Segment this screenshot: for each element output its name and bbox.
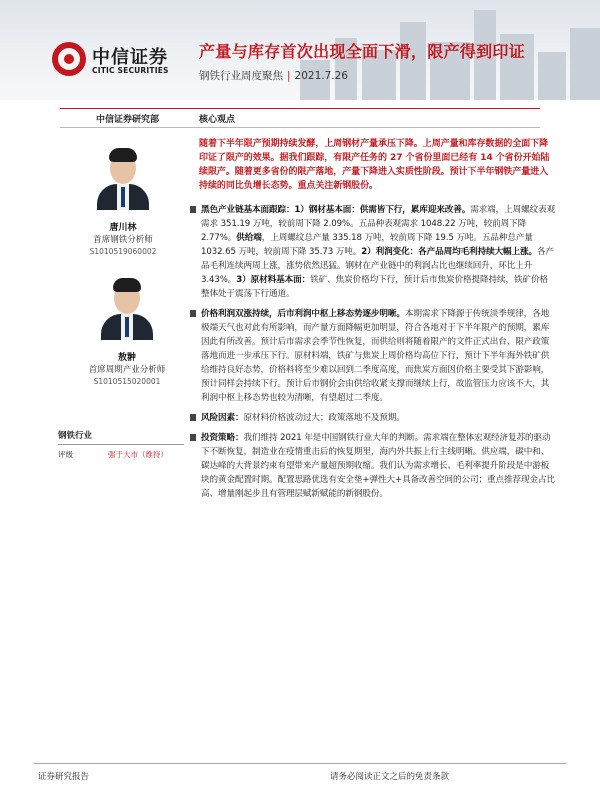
bullet-item	[189, 411, 556, 425]
rating-value: 强于大市（维持）	[108, 450, 168, 459]
rating-label: 评级	[58, 450, 73, 459]
bullet-bold-text: 3）原材料基本面：	[236, 275, 311, 285]
skyline-building	[538, 52, 566, 100]
rating-divider	[58, 444, 184, 445]
bullet-item	[189, 431, 556, 501]
analyst-name: 敖翀	[117, 353, 136, 363]
report-series: 钢铁行业周度聚焦	[199, 70, 283, 82]
analyst-role: 首席钢铁分析师	[93, 235, 153, 245]
header-banner	[0, 0, 600, 100]
report-date: 2021.7.26	[294, 70, 348, 82]
bullet-text: 我们维持 2021 年是中国钢铁行业大年的判断。需求端在整体宏观经济复苏的驱动下不断恢复，制造业在疫情重击后的恢复期里，海内外共振上行主线明晰。供应端，碳中和、碳达峰的大背景约束有望带来产量超预期收缩。我们认为需求增长、毛利率提升阶段是中游板块的黄金配置时期。配置思路优选有安全垫+弹性大+具备改善空间的公司；重点推荐现金占比高、增量刚起步且有管理层赋新赋能的新钢股份。	[201, 433, 555, 499]
bullet-text: 各产品毛利连续两周上涨，涨势依然迅猛。钢材在产业链中的利润占比也继续回升，环比上升 3.43%。	[201, 247, 555, 285]
analyst-cert: S1010519060002	[89, 247, 157, 256]
logo-english-text: CITIC SECURITIES	[92, 66, 169, 75]
citic-logo-icon	[52, 42, 86, 76]
bullet-bold-text: 2）利润变化：各产品周均毛利持续大幅上涨。	[361, 247, 538, 257]
bullet-text: 本期需求下降源于传统淡季规律，各地极端天气也对此有所影响，而产量方面降幅更加明显，符合各地对于下半年限产的预期，累库因此有所改善。预计后市需求会季节性恢复，而供给则将随着限产的文件正式出台、限产政策落地而进一步承压下行。原材料端，铁矿与焦炭上周价格均高位下行，预计下半年海外铁矿供给维持良好态势，价格料将至少难以回到二季度高度，而焦炭方面因价格主要受其下游影响，预计同样会持续下行。预计后市钢价会由供给收紧支撑而继续上行，故监管压力应该不大，其利润中枢上移态势也较为清晰，有望超过二季度。	[201, 309, 550, 403]
bullet-text: 需求端，上周螺纹表观需求 351.19 万吨，较前周下降 2.09%。五品种表观需求 1048.22 万吨，较前周下降 2.77%。	[201, 205, 556, 243]
bullet-bold-text: 投资策略：	[201, 433, 244, 443]
header-divider	[60, 108, 540, 109]
logo-chinese-text: 中信证券	[92, 47, 168, 68]
analyst-name: 唐川林	[109, 223, 137, 233]
bullet-text: 原材料价格波动过大；政策落地不及预期。	[243, 413, 405, 423]
bullet-list	[189, 203, 556, 507]
section-divider	[60, 127, 540, 128]
report-subtitle	[199, 68, 348, 83]
bullet-bold-text: 价格利润双涨持续，后市利润中枢上移态势逐步明晰。	[201, 309, 405, 319]
bullet-item	[189, 307, 556, 405]
section-title: 核心观点	[199, 115, 236, 125]
bullet-text: ，上周螺纹总产量 335.18 万吨，较前周下降 19.5 万吨。五品种总产量 1032.65 万吨，较前周下降 35.73 万吨。	[201, 233, 533, 257]
analyst-card	[62, 276, 192, 388]
analyst-photo	[99, 276, 155, 340]
industry-label: 钢铁行业	[58, 431, 93, 441]
footer-disclaimer: 请务必阅读正文之后的免责条款	[330, 772, 450, 782]
research-dept-heading: 中信证券研究部	[96, 115, 160, 125]
bullet-item	[189, 203, 556, 301]
report-title: 产量与库存首次出现全面下滑，限产得到印证	[199, 42, 526, 61]
analyst-cert: S1010515020001	[93, 377, 161, 386]
skyline-building	[570, 28, 600, 100]
analyst-photo	[95, 146, 151, 210]
subtitle-separator: |	[287, 70, 291, 82]
bullet-bold-text: 风险因素：	[201, 413, 244, 423]
bullet-text: 铁矿、焦炭价格均下行，预计后市焦炭价格提降持续，铁矿价格整体处于震荡下行通道。	[201, 275, 548, 299]
citic-logo	[52, 40, 192, 80]
analyst-role: 首席周期产业分析师	[88, 365, 166, 375]
bullet-bold-text: 供给端	[236, 233, 262, 243]
footer-divider	[34, 763, 566, 764]
core-summary: 随着下半年限产预期持续发酵，上周钢材产量承压下降。上周产量和库存数据的全面下降印证了限产的效果。据我们跟踪，有限产任务的 27 个省份里面已经有 14 个省份开始陆续限产。随着更多省份的限产落地，产量下降进入实质性阶段。预计下半年钢铁产量进入持续的同比负增长态势。重点关注新钢股份。	[199, 139, 550, 191]
bullet-bold-text: 黑色产业链基本面跟踪：1）钢材基本面：供需皆下行，累库迎来改善。	[201, 205, 471, 215]
footer-report-type: 证券研究报告	[38, 772, 90, 782]
analyst-card	[58, 146, 188, 258]
